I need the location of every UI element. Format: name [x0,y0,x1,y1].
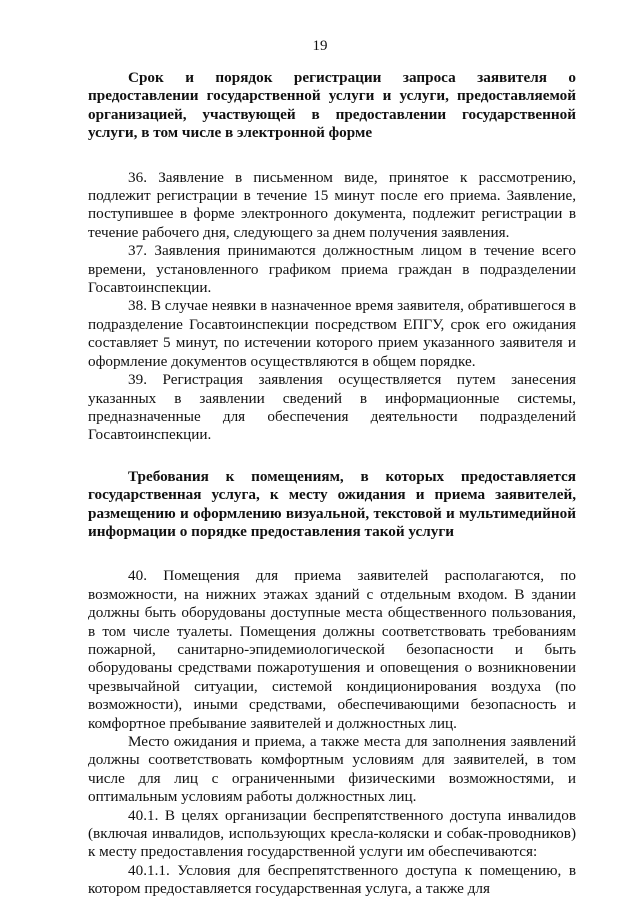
spacer [88,143,576,169]
paragraph-40-1: 40.1. В целях организации беспрепятственного доступа инвалидов (включая инвалидов, использующих кресла-коляски и собак-проводников) к месту предоставления государственной услуги им обеспечиваются: [88,806,576,861]
page-content [88,69,576,899]
page-number: 19 [312,38,328,54]
spacer [88,445,576,468]
paragraph-40: 40. Помещения для приема заявителей располагаются, по возможности, на нижних этажах зданий с отдельным входом. В здании должны быть оборудованы доступные места общественного пользования, в том числе туалеты. Помещения должны соответствовать требованиям пожарной, санитарно-эпидемиологической безопасности и быть оборудованы средствами пожаротушения и оповещения о возникновении чрезвычайной ситуации, системой кондиционирования воздуха (по возможности), иными средствами, обеспечивающими безопасность и комфортное пребывание заявителей и должностных лиц. [88,567,576,732]
section-heading-registration: Срок и порядок регистрации запроса заявителя о предоставлении государственной услуги и услуги, предоставляемой организацией, участвующей в предоставлении государственной услуги, в том числе в электронной форме [88,69,576,142]
paragraph-37: 37. Заявления принимаются должностным лицом в течение всего времени, установленного графиком приема граждан в подразделении Госавтоинспекции. [88,242,576,297]
paragraph-36: 36. Заявление в письменном виде, принятое к рассмотрению, подлежит регистрации в течение 15 минут после его приема. Заявление, поступившее в форме электронного документа, подлежит регистрации в течение рабочего дня, следующего за днем получения заявления. [88,168,576,241]
section-heading-premises: Требования к помещениям, в которых предоставляется государственная услуга, к месту ожидания и приема заявителей, размещению и оформлению визуальной, текстовой и мультимедийной информации о порядке предоставления такой услуги [88,467,576,540]
paragraph-38: 38. В случае неявки в назначенное время заявителя, обратившегося в подразделение Госавтоинспекции посредством ЕПГУ, срок его ожидания составляет 5 минут, по истечении которого прием указанного заявителя и оформление документов осуществляются в общем порядке. [88,297,576,370]
spacer [88,541,576,567]
paragraph-39: 39. Регистрация заявления осуществляется путем занесения указанных в заявлении сведений в информационные системы, предназначенные для обеспечения деятельности подразделений Госавтоинспекции. [88,371,576,444]
paragraph-waiting-place: Место ожидания и приема, а также места для заполнения заявлений должны соответствовать комфортным условиям для заявителей, в том числе для лиц с ограниченными физическими возможностями, и оптимальным условиям работы должностных лиц. [88,733,576,806]
paragraph-40-1-1: 40.1.1. Условия для беспрепятственного доступа к помещению, в котором предоставляется государственная услуга, а также для [88,861,576,898]
